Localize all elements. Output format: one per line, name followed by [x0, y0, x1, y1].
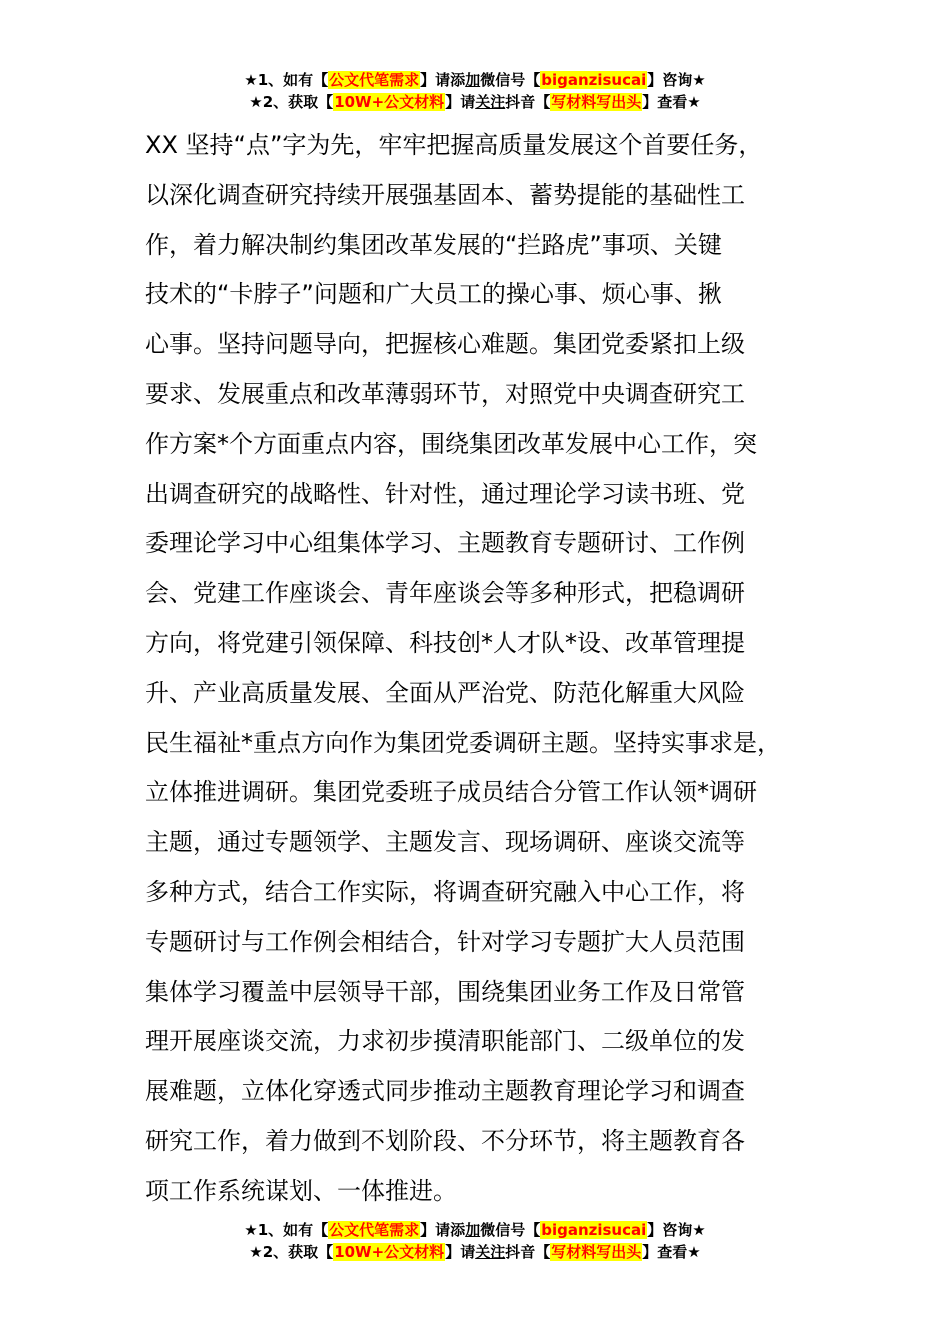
body-line: 民生福祉*重点方向作为集团党委调研主题。坚持实事求是， [145, 728, 781, 757]
notice-text: 】查看★ [642, 93, 701, 111]
notice-underlined: 关注 [475, 93, 506, 111]
top-notice-banner [0, 69, 950, 113]
notice-highlight: 10W+公文材料 [334, 93, 445, 111]
wechat-id-highlight: biganzisucai [541, 1221, 647, 1239]
notice-highlight: 10W+公文材料 [334, 1243, 445, 1261]
wechat-id-highlight: biganzisucai [541, 71, 647, 89]
body-line: 心事。坚持问题导向，把握核心难题。集团党委紧扣上级 [145, 330, 745, 359]
body-line: 项工作系统谋划、一体推进。 [145, 1176, 457, 1205]
douyin-name-highlight: 写材料写出头 [551, 1243, 642, 1261]
body-line: 升、产业高质量发展、全面从严治党、防范化解重大风险 [145, 678, 745, 707]
notice-highlight: 公文代笔需求 [329, 1221, 420, 1239]
body-line: 研究工作，着力做到不划阶段、不分环节，将主题教育各 [145, 1126, 745, 1155]
notice-text: 抖音【 [505, 93, 551, 111]
body-line: 多种方式，结合工作实际，将调查研究融入中心工作，将 [145, 877, 745, 906]
notice-text: ★1、如有【 [244, 71, 329, 89]
body-line: 立体推进调研。集团党委班子成员结合分管工作认领*调研 [145, 778, 757, 807]
notice-text: 】咨询★ [647, 1221, 706, 1239]
body-line: 会、党建工作座谈会、青年座谈会等多种形式，把稳调研 [145, 579, 745, 608]
notice-line-1 [0, 69, 950, 91]
body-line: 委理论学习中心组集体学习、主题教育专题研讨、工作例 [145, 529, 745, 558]
notice-underlined: 加 [465, 1221, 481, 1239]
notice-text: ★2、获取【 [249, 93, 334, 111]
body-line: 专题研讨与工作例会相结合，针对学习专题扩大人员范围 [145, 927, 745, 956]
notice-text: ★1、如有【 [244, 1221, 329, 1239]
body-line: 技术的“卡脖子”问题和广大员工的操心事、烦心事、揪 [145, 280, 722, 309]
body-line: 要求、发展重点和改革薄弱环节，对照党中央调查研究工 [145, 379, 745, 408]
notice-text: ★2、获取【 [249, 1243, 334, 1261]
notice-highlight: 公文代笔需求 [329, 71, 420, 89]
notice-text: 】请添 [420, 1221, 466, 1239]
notice-text: 】咨询★ [647, 71, 706, 89]
notice-line-1 [0, 1219, 950, 1241]
body-line: 作方案*个方面重点内容，围绕集团改革发展中心工作，突 [145, 429, 757, 458]
notice-text: 微信号【 [480, 71, 541, 89]
douyin-name-highlight: 写材料写出头 [551, 93, 642, 111]
notice-text: 】请 [445, 93, 476, 111]
body-line: 主题，通过专题领学、主题发言、现场调研、座谈交流等 [145, 828, 745, 857]
body-line: 理开展座谈交流，力求初步摸清职能部门、二级单位的发 [145, 1027, 745, 1056]
notice-text: 】查看★ [642, 1243, 701, 1261]
body-line: XX 坚持“点”字为先，牢牢把握高质量发展这个首要任务， [145, 131, 763, 159]
bottom-notice-banner [0, 1219, 950, 1263]
notice-text: 微信号【 [480, 1221, 541, 1239]
notice-line-2 [0, 91, 950, 113]
body-line: 以深化调查研究持续开展强基固本、蓄势提能的基础性工 [145, 180, 745, 209]
notice-underlined: 加 [465, 71, 481, 89]
notice-underlined: 关注 [475, 1243, 506, 1261]
body-line: 集体学习覆盖中层领导干部，围绕集团业务工作及日常管 [145, 977, 745, 1006]
document-body [145, 121, 845, 1217]
body-line: 展难题，立体化穿透式同步推动主题教育理论学习和调查 [145, 1077, 745, 1106]
notice-text: 抖音【 [505, 1243, 551, 1261]
body-line: 出调查研究的战略性、针对性，通过理论学习读书班、党 [145, 479, 745, 508]
notice-line-2 [0, 1241, 950, 1263]
notice-text: 】请 [445, 1243, 476, 1261]
body-line: 方向，将党建引领保障、科技创*人才队*设、改革管理提 [145, 628, 745, 657]
notice-text: 】请添 [420, 71, 466, 89]
body-line: 作，着力解决制约集团改革发展的“拦路虎”事项、关键 [145, 230, 722, 259]
